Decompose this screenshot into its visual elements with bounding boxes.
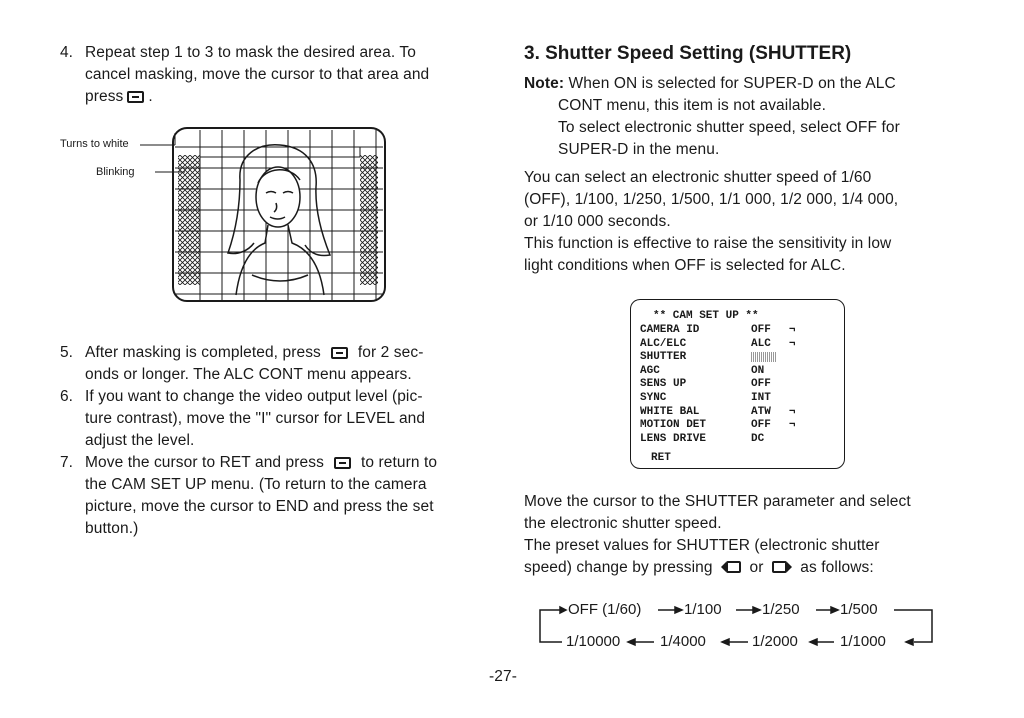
text-line: ture contrast), move the "I" cursor for LEVEL and [85,410,426,427]
step-number: 4. [60,44,73,61]
cycle-value: 1/250 [762,601,800,618]
submenu-indicator: ¬ [789,337,796,350]
set-button-icon [331,347,348,359]
cycle-value: 1/500 [840,601,878,618]
text-line: adjust the level. [85,432,195,449]
text-line [85,87,153,107]
caption-blinking: Blinking [96,166,135,178]
text-segment: press [85,88,124,105]
text-line: button.) [85,520,139,537]
text-segment: After masking is completed, press [85,344,321,361]
right-arrow-button-icon [771,560,793,574]
text-segment: . [148,88,153,105]
cycle-value: 1/2000 [752,633,798,650]
submenu-indicator: ¬ [789,324,796,336]
step-number: 7. [60,454,73,471]
text-line: Move the cursor to the SHUTTER parameter and select [524,493,911,510]
menu-item-label: SENS UP [640,378,687,391]
text-line: onds or longer. The ALC CONT menu appears. [85,366,412,383]
text-line [85,453,437,473]
cycle-value: 1/1000 [840,633,886,650]
text-segment: for 2 sec- [357,344,424,361]
text-line: The preset values for SHUTTER (electronic shutter [524,537,880,554]
menu-item-value: DC [751,432,765,445]
submenu-indicator: ¬ [789,405,796,418]
cycle-value: OFF (1/60) [568,601,642,618]
text-line: CONT menu, this item is not available. [558,97,826,114]
text-segment: When ON is selected for SUPER-D on the ALC [568,75,896,92]
text-line: If you want to change the video output level (pic- [85,388,423,405]
text-line: You can select an electronic shutter speed of 1/60 [524,169,872,186]
text-segment: to return to [360,454,438,471]
step-number: 5. [60,344,73,361]
text-segment: Move the cursor to RET and press [85,454,324,471]
text-line: Repeat step 1 to 3 to mask the desired area. To [85,44,416,61]
cycle-value: 1/4000 [660,633,706,650]
menu-ret: RET [651,452,671,464]
menu-item-label: ALC/ELC [640,337,687,350]
page-number: -27- [489,668,517,685]
note-label: Note: [524,75,565,92]
section-heading: 3. Shutter Speed Setting (SHUTTER) [524,43,852,64]
menu-item-label: CAMERA ID [640,324,700,336]
cycle-value: 1/10000 [566,633,621,650]
text-line: the CAM SET UP menu. (To return to the camera [85,476,427,493]
cam-setup-menu-screen [630,299,845,469]
cycle-value: 1/100 [684,601,722,618]
menu-item-value: OFF [751,324,771,336]
menu-item-label: WHITE BAL [640,405,700,418]
text-line: light conditions when OFF is selected for ALC. [524,257,846,274]
menu-item-value: OFF [751,419,771,432]
set-button-icon [127,91,144,103]
menu-item-value-blinking [751,352,777,362]
text-line: This function is effective to raise the sensitivity in low [524,235,892,252]
menu-item-label: SHUTTER [640,351,687,364]
text-line: picture, move the cursor to END and press the set [85,498,434,515]
text-line: the electronic shutter speed. [524,515,722,532]
step-number: 6. [60,388,73,405]
text-line: To select electronic shutter speed, select OFF for [558,119,900,136]
menu-title: ** CAM SET UP ** [653,310,759,322]
text-line: (OFF), 1/100, 1/250, 1/500, 1/1 000, 1/2 000, 1/4 000, [524,191,899,208]
text-segment: or [749,559,764,576]
left-arrow-button-icon [720,560,742,574]
menu-item-value: OFF [751,378,771,391]
menu-item-value: ON [751,364,765,377]
text-segment: as follows: [800,559,874,576]
caption-turns-to-white: Turns to white [60,138,129,150]
text-line [524,558,874,578]
menu-item-label: MOTION DET [640,419,707,432]
text-line [85,343,424,363]
set-button-icon [334,457,351,469]
text-segment: speed) change by pressing [524,559,713,576]
text-line: SUPER-D in the menu. [558,141,720,158]
text-line: or 1/10 000 seconds. [524,213,671,230]
text-line [524,74,896,94]
menu-item-value: ATW [751,405,771,418]
submenu-indicator: ¬ [789,419,796,432]
masking-grid-illustration [140,125,390,305]
text-line: cancel masking, move the cursor to that area and [85,66,430,83]
menu-item-label: LENS DRIVE [640,432,707,445]
menu-item-label: SYNC [640,392,667,404]
menu-item-value: INT [751,392,771,404]
menu-item-value: ALC [751,337,771,350]
menu-item-label: AGC [640,364,660,377]
